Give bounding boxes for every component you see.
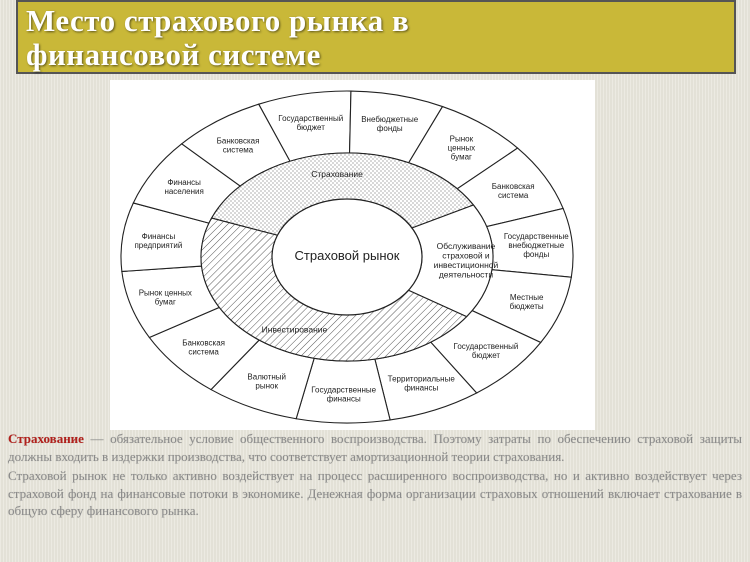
outer-label-state-budget-bottom: Государственный бюджет	[453, 341, 519, 360]
outer-label-household-finance: Финансы населения	[164, 177, 204, 196]
paragraph-insurance	[8, 430, 742, 465]
term-insurance: Страхование	[8, 431, 84, 446]
outer-label-state-finance: Государственные финансы	[311, 385, 377, 404]
diagram-frame	[110, 80, 595, 430]
center-label: Страховой рынок	[294, 248, 400, 263]
paragraph-market: Страховой рынок не только активно воздействует на процесс расширенного воспроизводства, но и активно воздействует через страховой фонд на финансовые потоки в экономике. Денежная форма организации страховых отношений включает страхование в общую сферу финансового рынка.	[8, 468, 742, 518]
slide-title-line-1: Место страхового рынка в	[26, 3, 410, 38]
middle-label-service: Обслуживание страховой и инвестиционной деятельности	[433, 240, 499, 280]
outer-label-securities-market-right: Рынок ценных бумаг	[447, 134, 476, 162]
paragraph-insurance-body: — обязательное условие общественного воспроизводства. Поэтому затраты по обеспечению страховой защиты должны входить в издержки производства, что соответствует амортизационной теории страхования.	[8, 431, 742, 464]
outer-label-local-budgets: Местные бюджеты	[509, 293, 544, 312]
outer-label-extra-budget-funds: Внебюджетные фонды	[361, 115, 419, 134]
outer-label-state-budget-top: Государственный бюджет	[278, 114, 344, 133]
outer-label-state-extra-budget-funds: Государственные внебюджетные фонды	[503, 232, 569, 260]
slide-title-line-2: финансовой системе	[26, 37, 321, 72]
outer-label-banking-system-right: Банковская система	[491, 182, 535, 201]
description-text	[8, 430, 742, 522]
middle-label-investment: Инвестирование	[261, 324, 328, 335]
middle-label-insurance: Страхование	[311, 169, 363, 180]
slide-title	[16, 0, 736, 74]
outer-label-securities-market-left: Рынок ценных бумаг	[138, 288, 192, 307]
outer-label-territorial-finance: Территориальные финансы	[387, 374, 455, 393]
financial-system-diagram	[110, 80, 595, 430]
outer-label-currency-market: Валютный рынок	[247, 372, 286, 391]
outer-label-banking-system-top: Банковская система	[216, 136, 260, 155]
outer-label-enterprise-finance: Финансы предприятий	[134, 231, 183, 250]
outer-label-banking-system-left-bottom: Банковская система	[182, 338, 225, 357]
